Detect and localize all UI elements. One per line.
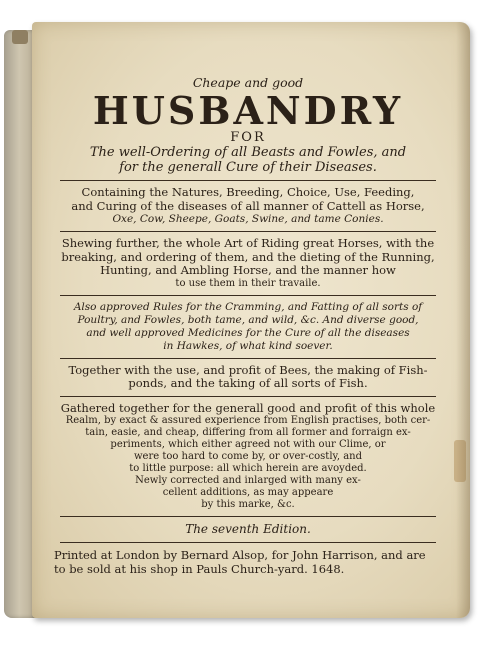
main-title: HUSBANDRY bbox=[92, 88, 404, 133]
section-line: Poultry, and Fowles, both tame, and wild, &c. And diverse good, bbox=[77, 313, 419, 326]
title-page bbox=[32, 22, 470, 618]
section-line: Hunting, and Ambling Horse, and the manner how bbox=[100, 263, 396, 277]
divider-rule bbox=[60, 180, 436, 181]
section-line: by this marke, &c. bbox=[201, 499, 295, 510]
section-containing bbox=[52, 186, 444, 226]
for-word: FOR bbox=[230, 130, 266, 145]
divider-rule bbox=[60, 358, 436, 359]
section-line: Oxe, Cow, Sheepe, Goats, Swine, and tame Conies. bbox=[112, 213, 384, 225]
divider-rule bbox=[60, 542, 436, 543]
section-shewing bbox=[52, 237, 444, 290]
section-line: Containing the Natures, Breeding, Choice, Use, Feeding, bbox=[81, 185, 415, 199]
edition: The seventh Edition. bbox=[185, 522, 311, 536]
imprint-line-1: Printed at London by Bernard Alsop, for John Harrison, and are bbox=[54, 548, 426, 562]
section-line: cellent additions, as may appeare bbox=[162, 487, 334, 498]
section-gathered bbox=[52, 402, 444, 512]
section-line: Together with the use, and profit of Bees, the making of Fish- bbox=[68, 362, 428, 377]
section-line: Shewing further, the whole Art of Riding great Horses, with the bbox=[61, 236, 435, 250]
spine-label bbox=[12, 30, 28, 44]
book bbox=[4, 22, 474, 620]
section-line: and Curing of the diseases of all manner of Cattell as Horse, bbox=[71, 198, 425, 213]
page-stain bbox=[454, 440, 466, 482]
section-line: and well approved Medicines for the Cure of all the diseases bbox=[86, 326, 410, 339]
section-also bbox=[52, 301, 444, 353]
section-line: to use them in their travaile. bbox=[175, 277, 321, 289]
divider-rule bbox=[60, 231, 436, 232]
section-line: ponds, and the taking of all sorts of Fish. bbox=[128, 376, 368, 390]
subtitle-line-2: for the generall Cure of their Diseases. bbox=[119, 160, 377, 175]
section-line: in Hawkes, of what kind soever. bbox=[163, 339, 333, 352]
title-page-text bbox=[52, 76, 444, 576]
section-line: Gathered together for the generall good and profit of this whole bbox=[60, 400, 436, 415]
section-line: Newly corrected and inlarged with many ex- bbox=[135, 475, 361, 486]
section-line: periments, which either agreed not with our Clime, or bbox=[110, 439, 386, 450]
divider-rule bbox=[60, 516, 436, 517]
imprint-line-2: to be sold at his shop in Pauls Church-yard. 1648. bbox=[54, 562, 345, 576]
section-line: Also approved Rules for the Cramming, and Fatting of all sorts of bbox=[73, 300, 423, 313]
subtitle-line-1: The well-Ordering of all Beasts and Fowles, and bbox=[89, 145, 407, 160]
imprint bbox=[52, 548, 444, 576]
section-line: were too hard to come by, or over-costly, and bbox=[133, 451, 363, 462]
section-line: to little purpose: all which herein are avoyded. bbox=[129, 463, 367, 474]
pre-title: Cheape and good bbox=[192, 75, 304, 90]
section-line: Realm, by exact & assured experience from English practises, both cer- bbox=[65, 415, 431, 426]
section-line: breaking, and ordering of them, and the dieting of the Running, bbox=[61, 249, 435, 264]
divider-rule bbox=[60, 295, 436, 296]
divider-rule bbox=[60, 396, 436, 397]
section-line: tain, easie, and cheap, differing from all former and forraign ex- bbox=[85, 427, 411, 438]
section-together bbox=[52, 364, 444, 391]
